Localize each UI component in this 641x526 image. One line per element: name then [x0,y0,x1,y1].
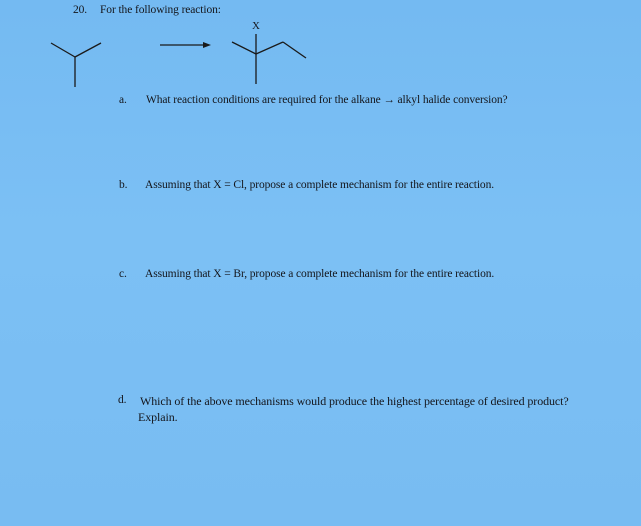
tert-butyl-halide-skeletal-structure [232,34,306,84]
question-a-text: What reaction conditions are required for the alkane → alkyl halide conversion? [146,94,508,106]
question-b-letter: b. [119,179,128,191]
isobutane-skeletal-structure [51,43,101,87]
question-d-text: Which of the above mechanisms would produce the highest percentage of desired product? [140,394,569,408]
question-c-text: Assuming that X = Br, propose a complete mechanism for the entire reaction. [145,268,495,280]
substituent-label: X [252,20,260,32]
question-c-letter: c. [119,268,127,280]
question-a-letter: a. [119,94,127,106]
reaction-arrow [160,42,211,48]
problem-number: 20. [73,4,88,16]
problem-prompt: For the following reaction: [100,4,221,16]
question-b-text: Assuming that X = Cl, propose a complete mechanism for the entire reaction. [145,179,495,191]
question-d-letter: d. [118,394,127,406]
question-d-explain: Explain. [138,410,178,424]
